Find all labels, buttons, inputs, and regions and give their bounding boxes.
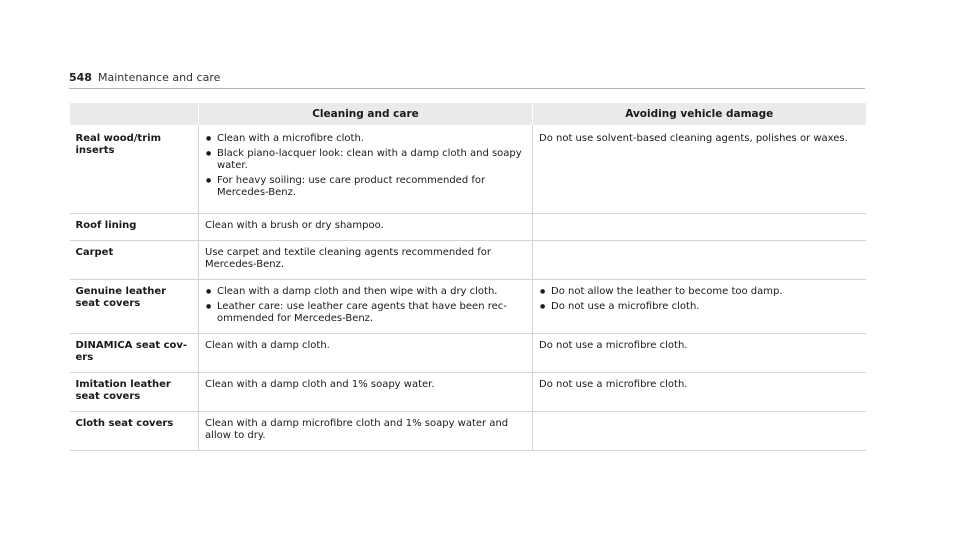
cleaning-cell xyxy=(199,240,533,279)
avoiding-cell xyxy=(533,213,866,240)
table-row xyxy=(70,125,866,213)
cleaning-list xyxy=(205,133,526,199)
list-item: ● Black piano-lacquer look: clean with a damp cloth and soapy water. xyxy=(205,148,526,172)
table-row xyxy=(70,411,866,450)
list-item: ● Leather care: use leather care agents that have been rec-ommended for Mercedes-Benz. xyxy=(205,301,526,325)
avoiding-cell xyxy=(533,372,866,411)
row-item-label: Imitation leather seat covers xyxy=(70,372,199,411)
cleaning-care-table xyxy=(69,103,866,451)
list-item: ● Do not use a microfibre cloth. xyxy=(539,301,860,313)
header-item xyxy=(70,103,199,125)
cleaning-cell xyxy=(199,333,533,372)
table-row xyxy=(70,213,866,240)
list-item: ● Do not allow the leather to become too damp. xyxy=(539,286,860,298)
cleaning-cell xyxy=(199,125,533,213)
row-item-label: Carpet xyxy=(70,240,199,279)
avoiding-cell xyxy=(533,240,866,279)
row-item-label: Genuine leather seat covers xyxy=(70,279,199,333)
avoiding-text: Do not use a microfibre cloth. xyxy=(539,339,688,351)
avoiding-text: Do not use a microfibre cloth. xyxy=(539,378,688,390)
section-title: Maintenance and care xyxy=(98,71,221,84)
avoiding-text: Do not use solvent-based cleaning agents, polishes or waxes. xyxy=(539,133,848,144)
cleaning-text: Clean with a brush or dry shampoo. xyxy=(205,219,384,231)
avoiding-list xyxy=(539,286,860,313)
cleaning-cell xyxy=(199,279,533,333)
table-row xyxy=(70,279,866,333)
page-header xyxy=(69,70,865,89)
cleaning-text: Clean with a damp cloth. xyxy=(205,339,330,351)
avoiding-cell xyxy=(533,125,866,213)
table-header-row xyxy=(70,103,866,125)
table-row xyxy=(70,333,866,372)
cleaning-text: Clean with a damp microfibre cloth and 1% soapy water and allow to dry. xyxy=(205,417,509,441)
table-row xyxy=(70,372,866,411)
avoiding-cell xyxy=(533,333,866,372)
cleaning-cell xyxy=(199,213,533,240)
cleaning-cell xyxy=(199,411,533,450)
row-item-label: DINAMICA seat cov-ers xyxy=(70,333,199,372)
cleaning-list xyxy=(205,286,526,325)
list-item: ● Clean with a microfibre cloth. xyxy=(205,133,526,145)
list-item: ● Clean with a damp cloth and then wipe with a dry cloth. xyxy=(205,286,526,298)
row-item-label: Roof lining xyxy=(70,213,199,240)
header-cleaning-and-care: Cleaning and care xyxy=(199,103,533,125)
list-item: ● For heavy soiling: use care product recommended for Mercedes-Benz. xyxy=(205,175,526,199)
cleaning-text: Use carpet and textile cleaning agents recommended for Mercedes-Benz. xyxy=(205,246,492,270)
table-row xyxy=(70,240,866,279)
row-item-label: Real wood/trim inserts xyxy=(70,125,199,213)
cleaning-text: Clean with a damp cloth and 1% soapy water. xyxy=(205,378,435,390)
header-avoiding-vehicle-damage: Avoiding vehicle damage xyxy=(533,103,866,125)
avoiding-cell xyxy=(533,411,866,450)
row-item-label: Cloth seat covers xyxy=(70,411,199,450)
avoiding-cell xyxy=(533,279,866,333)
page-number: 548 xyxy=(69,71,92,84)
cleaning-cell xyxy=(199,372,533,411)
